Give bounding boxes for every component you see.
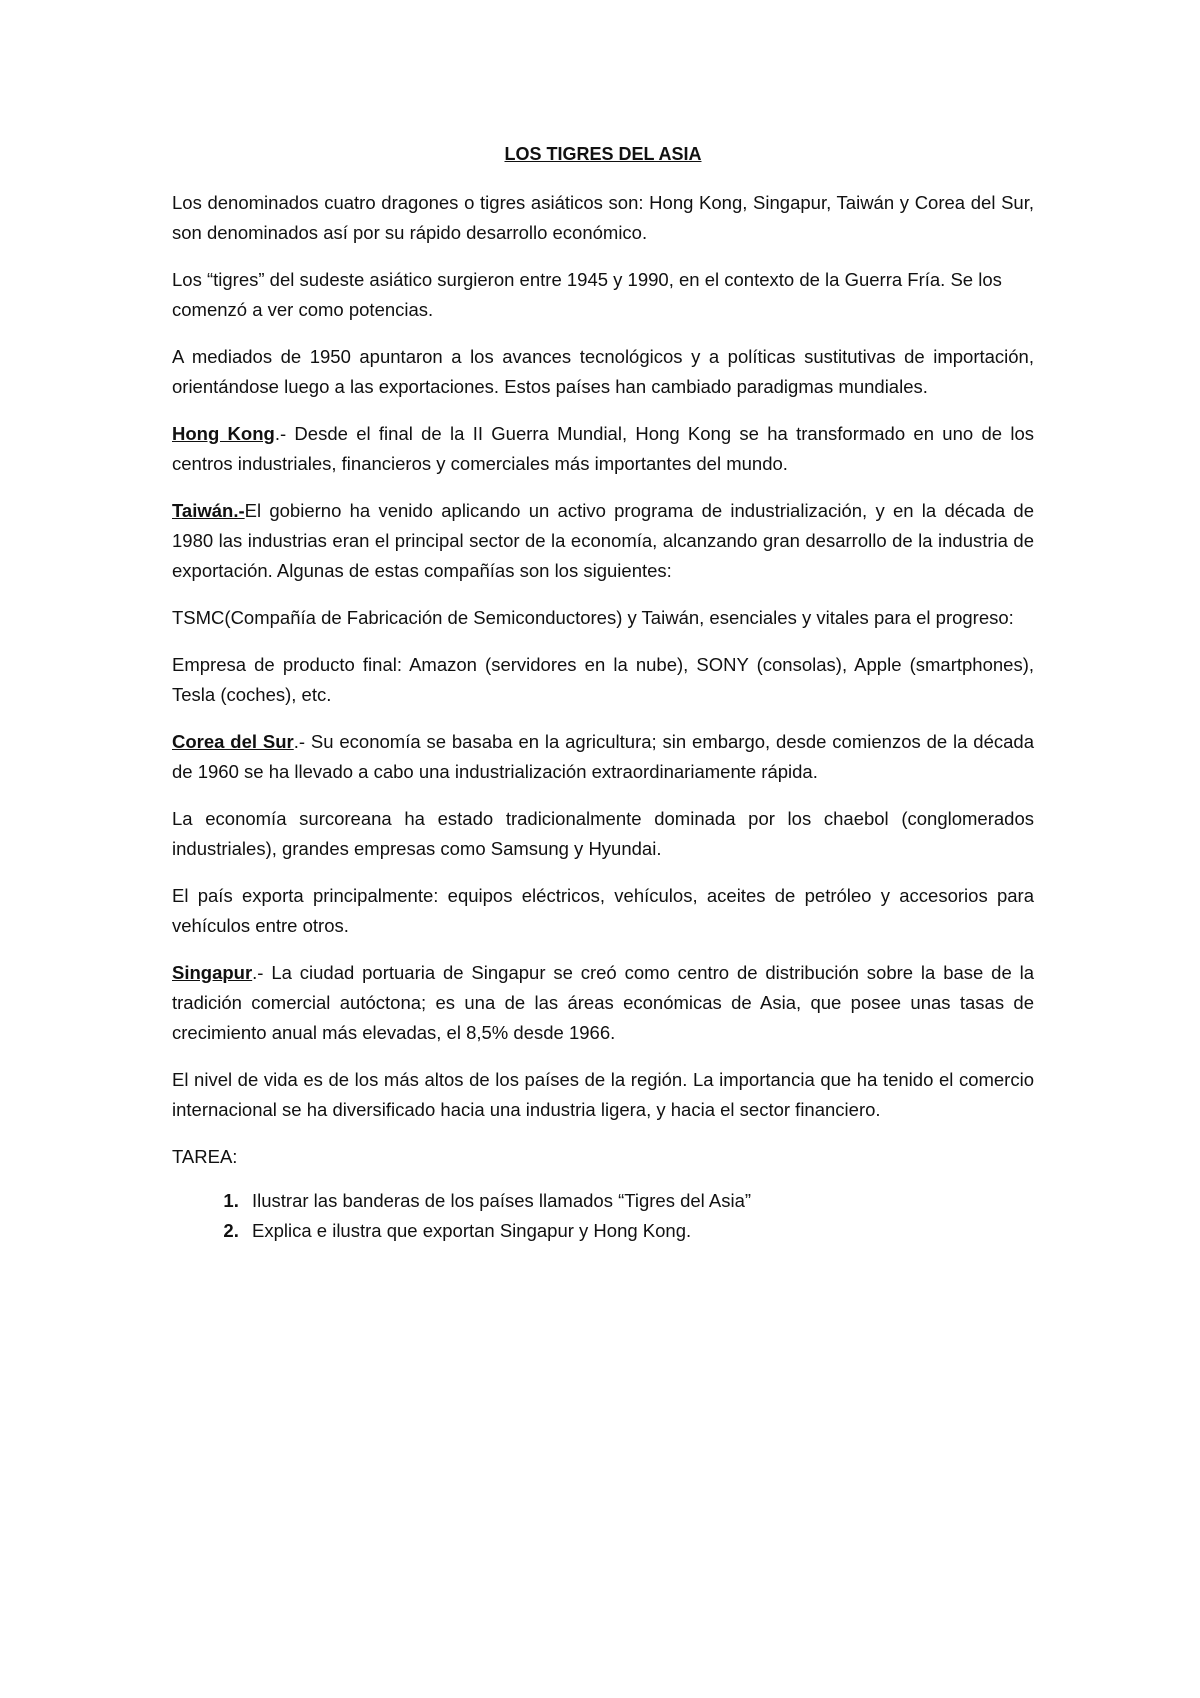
taiwan-paragraph <box>172 496 1034 586</box>
document-page <box>172 142 1034 1246</box>
hong-kong-heading: Hong Kong <box>172 423 275 444</box>
tsmc-paragraph: TSMC(Compañía de Fabricación de Semiconductores) y Taiwán, esenciales y vitales para el progreso: <box>172 607 1014 628</box>
taiwan-heading: Taiwán.- <box>172 500 245 521</box>
tarea-item: 2. Explica e ilustra que exportan Singapur y Hong Kong. <box>244 1216 1034 1246</box>
corea-heading: Corea del Sur <box>172 731 294 752</box>
tarea-list <box>172 1186 1034 1246</box>
tarea-item: 1. Ilustrar las banderas de los países llamados “Tigres del Asia” <box>244 1186 1034 1216</box>
empresa-paragraph: Empresa de producto final: Amazon (servidores en la nube), SONY (consolas), Apple (smartphones), Tesla (coches), etc. <box>172 654 1034 705</box>
hong-kong-paragraph <box>172 419 1034 479</box>
tarea-label: TAREA: <box>172 1146 238 1167</box>
singapur-paragraph <box>172 958 1034 1048</box>
corea-text: .- Su economía se basaba en la agricultura; sin embargo, desde comienzos de la década de 1960 se ha llevado a cabo una industrialización extraordinariamente rápida. <box>172 731 1034 782</box>
intro-paragraph-2: Los “tigres” del sudeste asiático surgieron entre 1945 y 1990, en el contexto de la Guerra Fría. Se los comenzó a ver como potencias. <box>172 269 1002 320</box>
intro-paragraph-1: Los denominados cuatro dragones o tigres asiáticos son: Hong Kong, Singapur, Taiwán y Corea del Sur, son denominados así por su rápido desarrollo económico. <box>172 192 1034 243</box>
singapur-paragraph-2: El nivel de vida es de los más altos de los países de la región. La importancia que ha tenido el comercio internacional se ha diversificado hacia una industria ligera, y hacia el sector financiero. <box>172 1069 1034 1120</box>
intro-paragraph-3: A mediados de 1950 apuntaron a los avances tecnológicos y a políticas sustitutivas de importación, orientándose luego a las exportaciones. Estos países han cambiado paradigmas mundiales. <box>172 346 1034 397</box>
taiwan-text: El gobierno ha venido aplicando un activo programa de industrialización, y en la década de 1980 las industrias eran el principal sector de la economía, alcanzando gran desarrollo de la industria de exportación. Algunas de estas compañías son los siguientes: <box>172 500 1034 581</box>
singapur-heading: Singapur <box>172 962 253 983</box>
corea-paragraph <box>172 727 1034 787</box>
document-title: LOS TIGRES DEL ASIA <box>504 144 702 164</box>
hong-kong-text: .- Desde el final de la II Guerra Mundial, Hong Kong se ha transformado en uno de los centros industriales, financieros y comerciales más importantes del mundo. <box>172 423 1034 474</box>
singapur-text: .- La ciudad portuaria de Singapur se creó como centro de distribución sobre la base de la tradición comercial autóctona; es una de las áreas económicas de Asia, que posee unas tasas de crecimiento anual más elevadas, el 8,5% desde 1966. <box>172 962 1034 1043</box>
corea-paragraph-2: La economía surcoreana ha estado tradicionalmente dominada por los chaebol (conglomerados industriales), grandes empresas como Samsung y Hyundai. <box>172 808 1034 859</box>
corea-paragraph-3: El país exporta principalmente: equipos eléctricos, vehículos, aceites de petróleo y accesorios para vehículos entre otros. <box>172 885 1034 936</box>
